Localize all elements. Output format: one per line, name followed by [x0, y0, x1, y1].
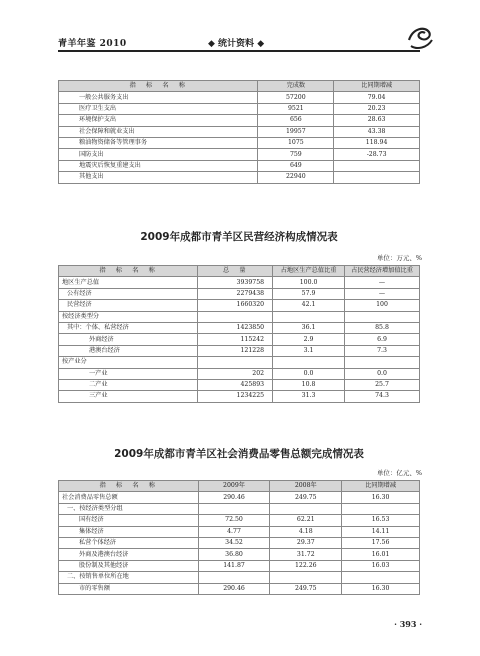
col-header-private-share: 占民营经济增加值比重 [345, 266, 420, 277]
row-change: 43.38 [334, 126, 420, 137]
row-change: 16.01 [342, 549, 420, 560]
table-row [59, 549, 420, 560]
row-change: 17.56 [342, 537, 420, 548]
row-label: 一般公共服务支出 [59, 92, 258, 103]
row-label: 国防支出 [59, 149, 258, 160]
table-row [59, 103, 420, 114]
table-row [59, 126, 420, 137]
row-value: 22940 [258, 172, 334, 183]
row-gdp-share: 2.9 [273, 334, 345, 345]
row-total [198, 357, 273, 368]
table-row [59, 172, 420, 183]
row-label: 一产业 [59, 368, 198, 379]
row-2009: 72.50 [198, 515, 270, 526]
retail-sales-unit: 单位：亿元、% [376, 469, 422, 477]
col-header-gdp-share: 占地区生产总值比重 [273, 266, 345, 277]
row-private-share: — [345, 277, 420, 288]
row-gdp-share: 36.1 [273, 322, 345, 333]
row-change: 118.94 [334, 137, 420, 148]
row-value: 656 [258, 115, 334, 126]
row-change [334, 160, 420, 171]
row-label: 集体经济 [59, 526, 199, 537]
row-label: 一、按经济类型分组 [59, 503, 199, 514]
table-row [59, 572, 420, 583]
row-private-share: — [345, 288, 420, 299]
header-rule [58, 50, 420, 52]
retail-sales-table [58, 480, 420, 595]
table-row [59, 92, 420, 103]
page-number: · 393 · [394, 619, 422, 629]
row-change [342, 503, 420, 514]
row-total: 1660320 [198, 300, 273, 311]
row-label: 股份制及其他经济 [59, 560, 199, 571]
row-2009: 141.87 [198, 560, 270, 571]
table-row [59, 583, 420, 594]
row-label: 粮油物资储备等管理事务 [59, 137, 258, 148]
private-economy-unit: 单位：万元、% [376, 254, 422, 262]
row-label: 外商经济 [59, 334, 198, 345]
row-gdp-share [273, 357, 345, 368]
table-row [59, 288, 420, 299]
row-2009 [198, 572, 270, 583]
table-row [59, 300, 420, 311]
row-label: 公有经济 [59, 288, 198, 299]
table-row [59, 537, 420, 548]
row-label: 社会消费品零售总额 [59, 492, 199, 503]
row-value: 1075 [258, 137, 334, 148]
table-row [59, 149, 420, 160]
table-header-row [59, 266, 420, 277]
row-label: 社会保障和就业支出 [59, 126, 258, 137]
row-gdp-share: 3.1 [273, 345, 345, 356]
row-private-share: 25.7 [345, 379, 420, 390]
row-label: 按产业分 [59, 357, 198, 368]
table-header-row [59, 81, 420, 92]
row-total: 3939758 [198, 277, 273, 288]
col-header-name: 指 标 名 称 [59, 481, 199, 492]
row-2009: 4.77 [198, 526, 270, 537]
table-row [59, 311, 420, 322]
row-label: 其中：个体、私营经济 [59, 322, 198, 333]
table-row [59, 115, 420, 126]
row-total: 2279438 [198, 288, 273, 299]
row-2008 [270, 572, 342, 583]
table-row [59, 379, 420, 390]
row-total: 425893 [198, 379, 273, 390]
row-change: 16.53 [342, 515, 420, 526]
row-gdp-share: 100.0 [273, 277, 345, 288]
row-label: 外商及港澳台经济 [59, 549, 199, 560]
yearbook-title: 青羊年鉴 2010 [58, 39, 127, 49]
row-2008: 62.21 [270, 515, 342, 526]
col-header-name: 指 标 名 称 [59, 266, 198, 277]
row-label: 按经济类型分 [59, 311, 198, 322]
table-row [59, 515, 420, 526]
row-label: 其他支出 [59, 172, 258, 183]
row-gdp-share: 0.0 [273, 368, 345, 379]
yearbook-logo-icon [405, 22, 435, 52]
row-gdp-share [273, 311, 345, 322]
row-private-share: 7.3 [345, 345, 420, 356]
col-header-total: 总 量 [198, 266, 273, 277]
row-2008: 249.75 [270, 583, 342, 594]
row-gdp-share: 57.9 [273, 288, 345, 299]
row-gdp-share: 10.8 [273, 379, 345, 390]
section-title: ◆ 统计资料 ◆ [208, 39, 265, 49]
private-economy-table [58, 265, 420, 403]
row-label: 二产业 [59, 379, 198, 390]
table-row [59, 137, 420, 148]
row-change: -28.73 [334, 149, 420, 160]
table-row [59, 357, 420, 368]
table-row [59, 526, 420, 537]
row-private-share [345, 357, 420, 368]
col-header-value: 完成数 [258, 81, 334, 92]
col-header-change: 比同期增减 [342, 481, 420, 492]
row-total: 202 [198, 368, 273, 379]
col-header-name: 指 标 名 称 [59, 81, 258, 92]
row-label: 私营个体经济 [59, 537, 199, 548]
col-header-2009: 2009年 [198, 481, 270, 492]
private-economy-table-caption: 2009年成都市青羊区民营经济构成情况表 [140, 231, 338, 243]
row-label: 三产业 [59, 391, 198, 402]
row-value: 759 [258, 149, 334, 160]
table-row [59, 322, 420, 333]
retail-sales-table-caption: 2009年成都市青羊区社会消费品零售总额完成情况表 [114, 448, 364, 460]
row-private-share: 74.3 [345, 391, 420, 402]
row-label: 市的零售额 [59, 583, 199, 594]
row-private-share: 85.8 [345, 322, 420, 333]
row-2008: 4.18 [270, 526, 342, 537]
row-2009 [198, 503, 270, 514]
row-total: 115242 [198, 334, 273, 345]
row-private-share: 6.9 [345, 334, 420, 345]
row-value: 57200 [258, 92, 334, 103]
table-row [59, 560, 420, 571]
table-row [59, 492, 420, 503]
col-header-2008: 2008年 [270, 481, 342, 492]
table-row [59, 160, 420, 171]
row-2008: 31.72 [270, 549, 342, 560]
row-value: 9521 [258, 103, 334, 114]
row-change: 16.30 [342, 583, 420, 594]
row-total: 1234225 [198, 391, 273, 402]
row-private-share: 100 [345, 300, 420, 311]
row-total [198, 311, 273, 322]
row-total: 121228 [198, 345, 273, 356]
row-change: 16.30 [342, 492, 420, 503]
row-change: 79.04 [334, 92, 420, 103]
running-header [58, 36, 418, 50]
row-label: 地震灾后恢复重建支出 [59, 160, 258, 171]
table-row [59, 503, 420, 514]
row-2009: 290.46 [198, 492, 270, 503]
row-total: 1423850 [198, 322, 273, 333]
row-2009: 36.80 [198, 549, 270, 560]
row-change: 20.23 [334, 103, 420, 114]
table-row [59, 368, 420, 379]
row-2009: 34.52 [198, 537, 270, 548]
row-2008: 29.37 [270, 537, 342, 548]
row-change: 28.63 [334, 115, 420, 126]
row-label: 二、按销售单位所在地 [59, 572, 199, 583]
table-row [59, 345, 420, 356]
row-2009: 290.46 [198, 583, 270, 594]
row-2008: 249.75 [270, 492, 342, 503]
row-label: 地区生产总值 [59, 277, 198, 288]
row-value: 649 [258, 160, 334, 171]
table-row [59, 277, 420, 288]
row-gdp-share: 31.3 [273, 391, 345, 402]
row-change: 14.11 [342, 526, 420, 537]
table-header-row [59, 481, 420, 492]
row-2008 [270, 503, 342, 514]
row-label: 港澳台经济 [59, 345, 198, 356]
row-2008: 122.26 [270, 560, 342, 571]
row-change: 16.03 [342, 560, 420, 571]
row-change [334, 172, 420, 183]
expenditure-table [58, 80, 420, 184]
row-label: 环境保护支出 [59, 115, 258, 126]
row-private-share: 0.0 [345, 368, 420, 379]
row-change [342, 572, 420, 583]
row-label: 国有经济 [59, 515, 199, 526]
row-value: 19957 [258, 126, 334, 137]
col-header-change: 比同期增减 [334, 81, 420, 92]
table-row [59, 391, 420, 402]
table-row [59, 334, 420, 345]
row-private-share [345, 311, 420, 322]
row-label: 医疗卫生支出 [59, 103, 258, 114]
row-gdp-share: 42.1 [273, 300, 345, 311]
row-label: 民营经济 [59, 300, 198, 311]
